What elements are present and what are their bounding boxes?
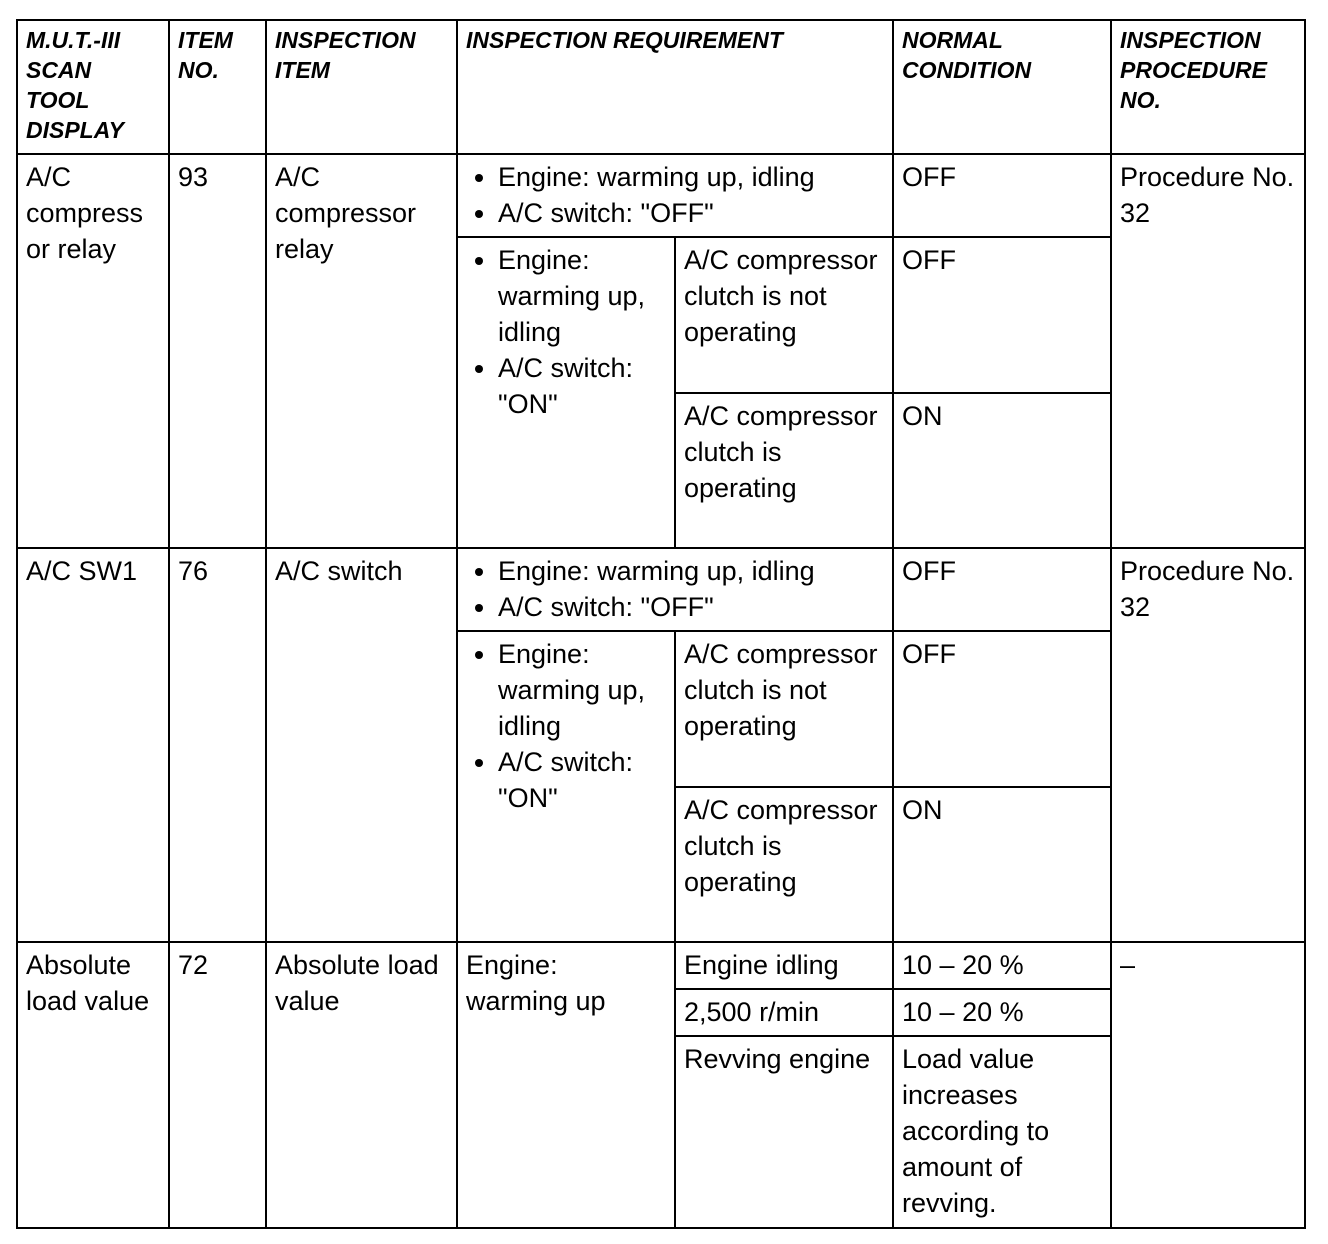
header-item-no: ITEM NO. xyxy=(169,20,266,154)
header-item: INSPECTION ITEM xyxy=(266,20,457,154)
row1-requirement-off xyxy=(457,154,893,237)
row2-normal-not-operating: OFF xyxy=(893,631,1111,787)
table-row xyxy=(17,548,1305,631)
list-item: • A/C switch: "ON" xyxy=(498,744,666,816)
header-normal: NORMAL CONDITION xyxy=(893,20,1111,154)
list-item: • Engine: warming up, idling xyxy=(498,242,666,350)
inspection-table xyxy=(16,19,1306,1229)
row1-procedure: Procedure No. 32 xyxy=(1111,154,1305,548)
row2-normal-operating: ON xyxy=(893,787,1111,942)
header-display: M.U.T.-III SCAN TOOL DISPLAY xyxy=(17,20,169,154)
bullet-list xyxy=(466,159,884,231)
header-row xyxy=(17,20,1305,154)
row3-normal-revving: Load value increases according to amount of revving. xyxy=(893,1036,1111,1228)
row2-item-no: 76 xyxy=(169,548,266,942)
row3-condition-2500rpm: 2,500 r/min xyxy=(675,989,893,1036)
row2-condition-not-operating: A/C compressor clutch is not operating xyxy=(675,631,893,787)
list-item: • A/C switch: "OFF" xyxy=(498,195,884,231)
row2-condition-operating: A/C compressor clutch is operating xyxy=(675,787,893,942)
table-row xyxy=(17,942,1305,989)
row1-item: A/C compressor relay xyxy=(266,154,457,548)
header-procedure: INSPECTION PROCEDURE NO. xyxy=(1111,20,1305,154)
row2-item: A/C switch xyxy=(266,548,457,942)
row3-normal-2500rpm: 10 – 20 % xyxy=(893,989,1111,1036)
row3-condition-revving: Revving engine xyxy=(675,1036,893,1228)
row3-item-no: 72 xyxy=(169,942,266,1228)
row1-condition-operating: A/C compressor clutch is operating xyxy=(675,393,893,548)
row2-requirement-off xyxy=(457,548,893,631)
list-item: • A/C switch: "OFF" xyxy=(498,589,884,625)
row2-requirement-on xyxy=(457,631,675,942)
row2-procedure: Procedure No. 32 xyxy=(1111,548,1305,942)
row1-item-no: 93 xyxy=(169,154,266,548)
table-row xyxy=(17,154,1305,237)
list-item: • A/C switch: "ON" xyxy=(498,350,666,422)
row1-condition-not-operating: A/C compressor clutch is not operating xyxy=(675,237,893,393)
row3-item: Absolute load value xyxy=(266,942,457,1228)
row3-procedure: – xyxy=(1111,942,1305,1228)
bullet-list xyxy=(466,636,666,816)
list-item: • Engine: warming up, idling xyxy=(498,636,666,744)
bullet-list xyxy=(466,553,884,625)
row3-normal-idling: 10 – 20 % xyxy=(893,942,1111,989)
list-item: • Engine: warming up, idling xyxy=(498,553,884,589)
row1-normal-not-operating: OFF xyxy=(893,237,1111,393)
row3-requirement: Engine: warming up xyxy=(457,942,675,1228)
row1-normal-off: OFF xyxy=(893,154,1111,237)
row2-normal-off: OFF xyxy=(893,548,1111,631)
list-item: • Engine: warming up, idling xyxy=(498,159,884,195)
row1-display: A/C compress or relay xyxy=(17,154,169,548)
row1-requirement-on xyxy=(457,237,675,548)
bullet-list xyxy=(466,242,666,422)
row3-display: Absolute load value xyxy=(17,942,169,1228)
row3-condition-idling: Engine idling xyxy=(675,942,893,989)
row2-display: A/C SW1 xyxy=(17,548,169,942)
row1-normal-operating: ON xyxy=(893,393,1111,548)
header-requirement: INSPECTION REQUIREMENT xyxy=(457,20,893,154)
